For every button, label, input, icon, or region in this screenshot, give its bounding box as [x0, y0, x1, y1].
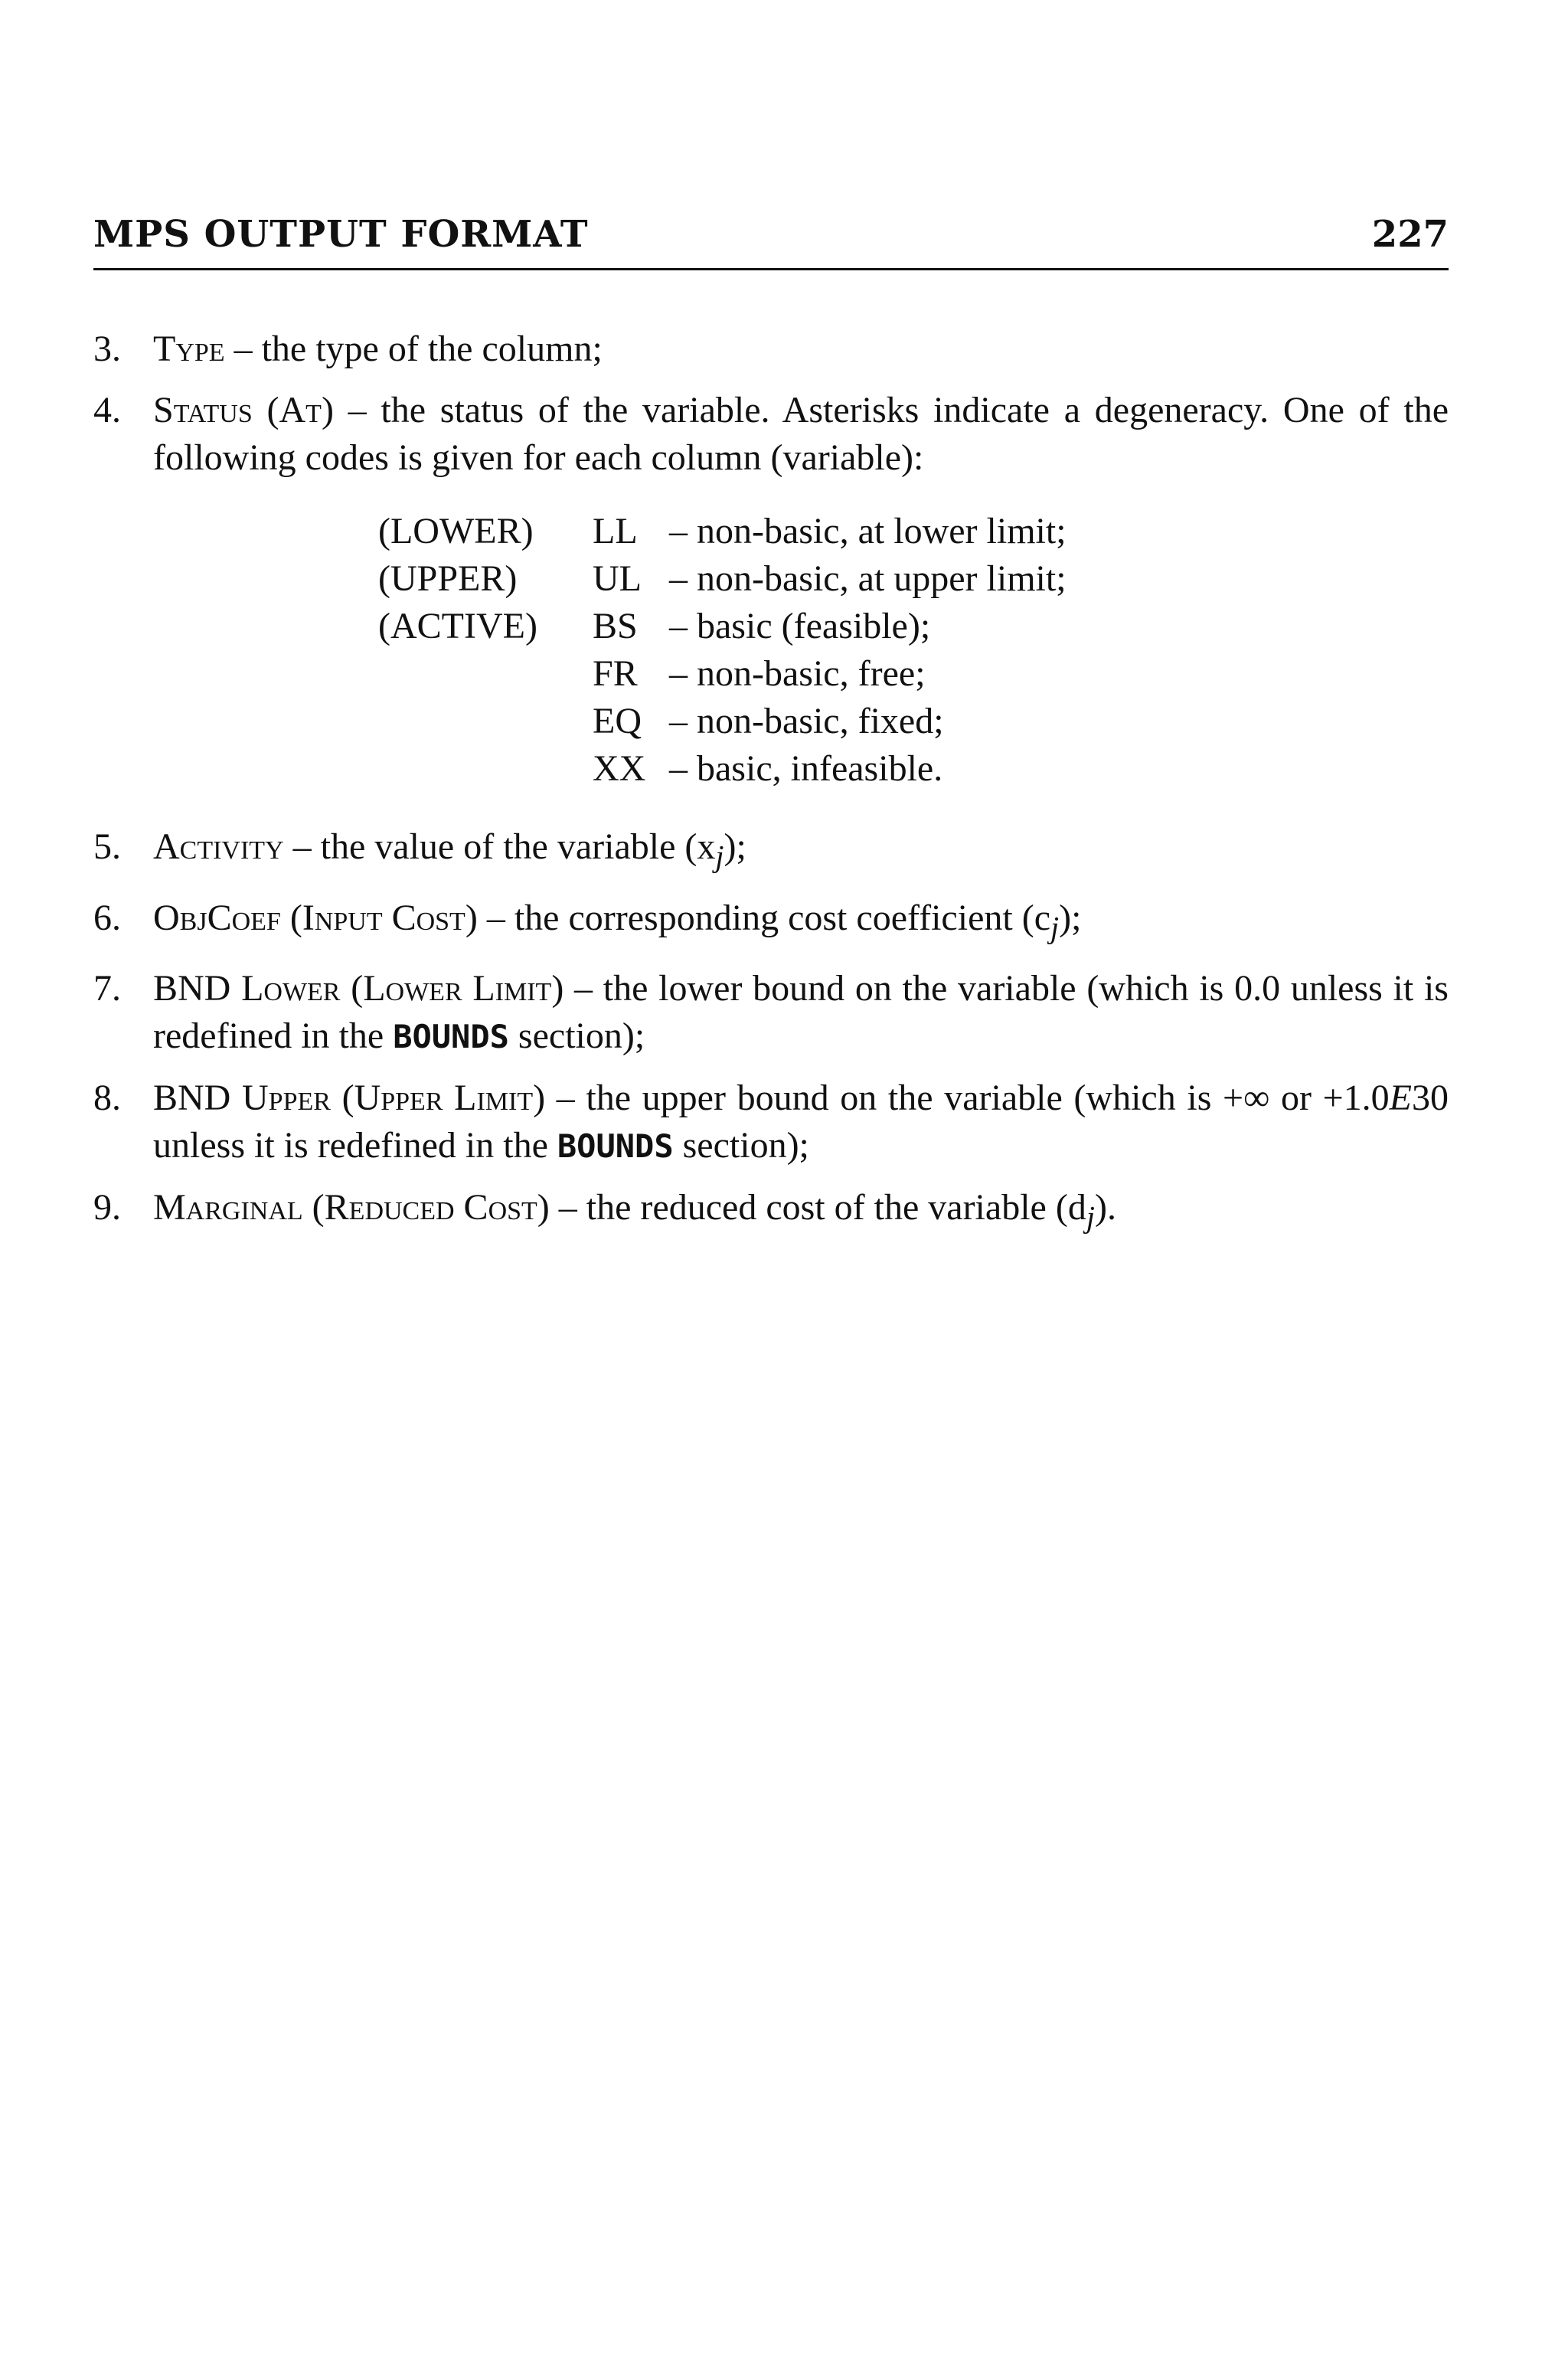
- code-value: BS: [593, 606, 638, 646]
- list-item-bnd-upper: [93, 1075, 1449, 1170]
- field-description-mid: 30 unless it is redefined in the: [153, 1078, 1449, 1166]
- field-description-tail: );: [1059, 897, 1082, 938]
- list-item-type: [93, 325, 1449, 373]
- item-text: ObjCoef (Input Cost) – the corresponding cost coefficient $(c_j)$;: [153, 897, 1082, 945]
- status-code-row: [378, 650, 1449, 698]
- page-number: 227: [1371, 213, 1449, 256]
- field-description: – the upper bound on the variable (which is +∞ or +1.0: [545, 1078, 1390, 1119]
- status-code-row: [378, 555, 1449, 603]
- item-number: 3.: [93, 329, 121, 369]
- item-number: 8.: [93, 1078, 121, 1119]
- status-codes-table: [378, 508, 1449, 793]
- field-alias: Lower Limit: [363, 968, 552, 1009]
- code-description: – basic, infeasible.: [669, 748, 943, 789]
- item-number: 6.: [93, 897, 121, 938]
- code-description: – non-basic, free;: [669, 653, 926, 694]
- running-header: [93, 204, 1449, 270]
- item-number: 4.: [93, 390, 121, 430]
- field-name: Type: [153, 329, 225, 369]
- field-description: – the reduced cost of the variable (d: [549, 1187, 1086, 1228]
- list-item-bnd-lower: [93, 965, 1449, 1061]
- status-code-row: [378, 508, 1449, 555]
- list-item-activity: [93, 823, 1449, 881]
- field-description: – the value of the variable (x: [283, 826, 716, 867]
- item-text: Marginal (Reduced Cost) – the reduced cost of the variable $(d_j)$.: [153, 1187, 1116, 1235]
- item-text: Status (At) – the status of the variable. Asterisks indicate a degeneracy. One of the following codes is given for each column (variable): (LOWER) LL – non-basic, at lower limit; (UPPER) UL – non-basic, at upper limit; (ACTIVE) BS – basic (feasible); FR – non-basic, free; EQ – non-basic, fixed; XX – basic, infeasible.: [153, 387, 1449, 810]
- field-description: – the lower bound on the variable (which is 0.0 unless it is redefined in the: [153, 968, 1449, 1057]
- code-mode: [378, 745, 593, 793]
- item-number: 9.: [93, 1187, 121, 1228]
- status-code-row: [378, 698, 1449, 745]
- field-description-tail: );: [724, 826, 746, 867]
- field-description-tail: ).: [1094, 1187, 1116, 1228]
- list-item-marginal: [93, 1184, 1449, 1241]
- code-description: – basic (feasible);: [669, 606, 931, 646]
- item-text: [153, 325, 1449, 373]
- code-mode: [378, 698, 593, 745]
- field-alias: At: [279, 390, 322, 430]
- field-name: Marginal: [153, 1187, 303, 1228]
- field-description: – the type of the column;: [224, 329, 603, 369]
- code-mode: (ACTIVE): [378, 606, 537, 646]
- field-alias: Input Cost: [302, 897, 466, 938]
- item-text: BND Lower (Lower Limit) – the lower bound on the variable (which is 0.0 unless it is redefined in the BOUNDS section);: [153, 968, 1449, 1057]
- status-code-row: [378, 603, 1449, 650]
- exponent-symbol: E: [1389, 1078, 1412, 1119]
- item-number: 5.: [93, 826, 121, 867]
- list-item-status: [93, 387, 1449, 810]
- code-mode: (LOWER): [378, 511, 534, 551]
- code-value: FR: [593, 653, 638, 694]
- field-name: BND Upper: [153, 1078, 331, 1119]
- status-code-row: [378, 745, 1449, 793]
- field-name: ObjCoef: [153, 897, 281, 938]
- field-alias: Reduced Cost: [324, 1187, 537, 1228]
- page-body: [93, 325, 1449, 1255]
- keyword-bounds: BOUNDS: [557, 1127, 674, 1166]
- item-text: [153, 823, 1449, 881]
- code-value: UL: [593, 558, 642, 599]
- field-name: Status: [153, 390, 253, 430]
- code-description: – non-basic, fixed;: [669, 701, 944, 741]
- subscript: j: [1050, 910, 1060, 945]
- code-value: EQ: [593, 701, 642, 741]
- field-name: BND Lower: [153, 968, 341, 1009]
- running-title: MPS OUTPUT FORMAT: [93, 213, 589, 256]
- field-name: Activity: [153, 826, 284, 867]
- subscript: j: [715, 839, 724, 874]
- field-description-tail: section);: [673, 1125, 809, 1166]
- field-description: – the status of the variable. Asterisks indicate a degeneracy. One of the following codes is given for each column (variable):: [153, 390, 1449, 478]
- field-description: – the corresponding cost coefficient (c: [477, 897, 1050, 938]
- item-text: BND Upper (Upper Limit) – the upper bound on the variable (which is +∞ or +1.0E30 unless it is redefined in the BOUNDS section);: [153, 1078, 1449, 1166]
- field-alias: Upper Limit: [354, 1078, 534, 1119]
- code-value: LL: [593, 511, 638, 551]
- subscript: j: [1086, 1199, 1095, 1235]
- code-value: XX: [593, 748, 646, 789]
- list-item-objcoef: [93, 895, 1449, 952]
- code-description: – non-basic, at lower limit;: [669, 511, 1067, 551]
- code-mode: [378, 650, 593, 698]
- keyword-bounds: BOUNDS: [393, 1018, 509, 1056]
- code-description: – non-basic, at upper limit;: [669, 558, 1067, 599]
- item-number: 7.: [93, 968, 121, 1009]
- field-description-tail: section);: [508, 1016, 645, 1057]
- code-mode: (UPPER): [378, 558, 518, 599]
